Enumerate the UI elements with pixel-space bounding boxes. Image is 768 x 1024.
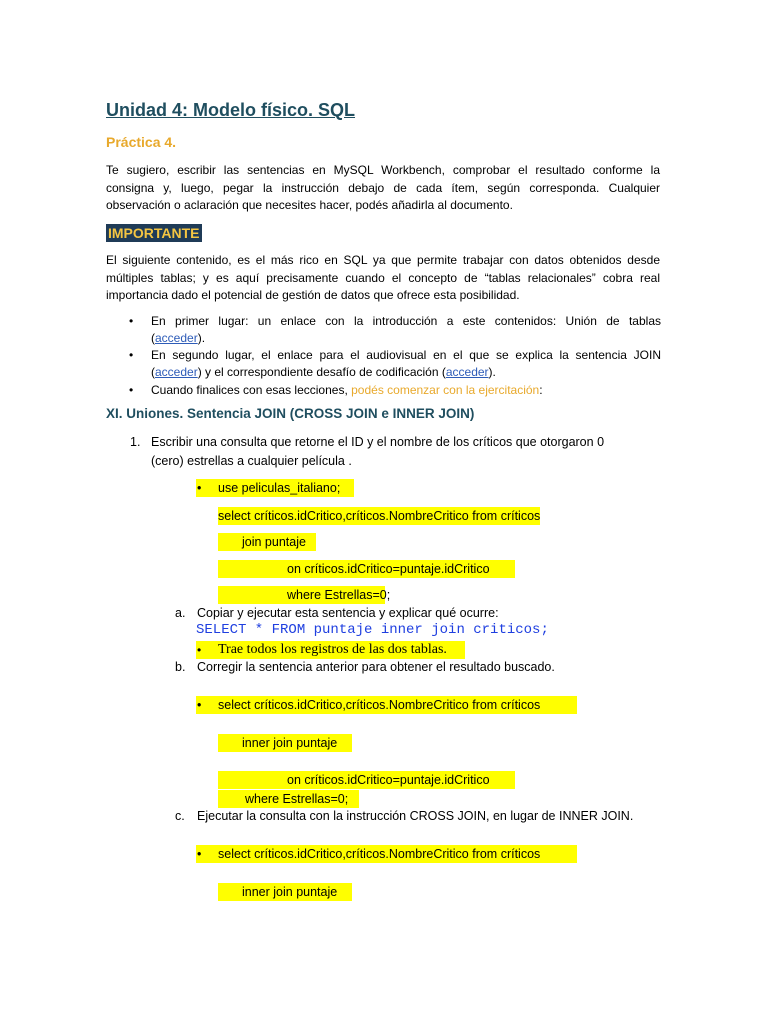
bullet-marker: • [197,847,202,861]
sub-text: Ejecutar la consulta con la instrucción CROSS JOIN, en lugar de INNER JOIN. [197,809,634,823]
bullet-text: : [539,383,543,397]
bullet-marker: • [197,481,202,495]
section-heading: XI. Uniones. Sentencia JOIN (CROSS JOIN e INNER JOIN) [106,406,475,421]
access-link[interactable]: acceder [155,331,198,345]
answer-code: join puntaje [242,535,306,549]
important-label: IMPORTANTE [108,225,200,241]
practice-subtitle: Práctica 4. [106,134,177,150]
bullet-text: En primer lugar: un enlace con la introducción a este contenidos: Unión de tablas [151,314,661,328]
answer-code: where Estrellas=0; [287,588,391,602]
intro-line: Te sugiero, escribir las sentencias en MySQL Workbench, comprobar el resultado conforme la [106,163,660,177]
access-link[interactable]: acceder [155,365,198,379]
answer-code: inner join puntaje [242,885,338,899]
sub-letter: b. [175,660,186,674]
answer-code: on críticos.idCritico=puntaje.idCritico [287,562,490,576]
item-text: Escribir una consulta que retorne el ID y el nombre de los críticos que otorgaron 0 [151,435,605,449]
context-paragraph [106,252,660,305]
intro-line: consigna y, luego, pegar la instrucción debajo de cada ítem, según corresponda. Cualquier [106,180,660,195]
sub-letter: a. [175,606,186,620]
bullet-marker: • [197,698,202,712]
highlighted-answer-line [196,845,577,863]
answer-code: where Estrellas=0; [245,792,349,806]
intro-paragraph [106,162,660,215]
answer-code-line [218,533,316,551]
answer-text: Trae todos los registros de las dos tablas. [218,642,447,657]
highlighted-answer-line [196,479,354,497]
sql-code: SELECT * FROM puntaje inner join criticos; [196,622,549,638]
answer-code-line [218,771,515,789]
highlighted-answer-line [196,696,577,714]
bullet-item-intro [151,313,661,347]
context-line: El siguiente contenido, es el más rico en SQL ya que permite trabajar con datos obtenidos desde [106,253,660,267]
document-title: Unidad 4: Modelo físico. SQL [106,100,356,120]
sub-text: Corregir la sentencia anterior para obtener el resultado buscado. [197,660,555,674]
bullet-item-video [151,347,661,381]
answer-code: select críticos.idCritico,críticos.NombreCritico from críticos [218,509,541,523]
answer-code: select críticos.idCritico,críticos.NombreCritico from críticos [218,847,541,861]
bullet-paren: ( [151,365,155,379]
bullet-item-exercise [151,382,661,399]
answer-code: on críticos.idCritico=puntaje.idCritico [287,773,490,787]
context-line: importancia dado el potencial de gestión de datos que ofrece esta posibilidad. [106,288,520,302]
exercise-highlight: podés comenzar con la ejercitación [351,383,540,397]
answer-code-line [218,560,515,578]
bullet-marker: • [129,383,134,397]
sub-text: Copiar y ejecutar esta sentencia y explicar qué ocurre: [197,606,499,620]
answer-code-line [218,734,352,752]
answer-code-line [218,883,352,901]
answer-code: select críticos.idCritico,críticos.NombreCritico from críticos [218,698,541,712]
item-text: (cero) estrellas a cualquier película . [151,454,352,468]
answer-code-line [218,586,391,604]
bullet-marker: • [197,643,202,657]
item-number: 1. [130,435,141,449]
context-line: múltiples tablas; y es aquí precisamente cuando el concepto de “tablas relacionales” cobra real [106,270,660,285]
bullet-marker: • [129,348,134,362]
answer-code-line [218,790,359,808]
bullet-paren: ). [197,331,206,345]
bullet-text: ) y el correspondiente desafío de codificación ( [197,365,446,379]
highlighted-answer-line [196,641,465,659]
answer-code: use peliculas_italiano; [218,481,341,495]
access-link[interactable]: acceder [445,365,489,379]
answer-code: inner join puntaje [242,736,338,750]
bullet-paren: ( [151,331,155,345]
bullet-paren: ). [488,365,496,379]
bullet-text: En segundo lugar, el enlace para el audiovisual en el que se explica la sentencia JOIN [151,348,661,362]
bullet-marker: • [129,314,134,328]
sub-letter: c. [175,809,185,823]
bullet-text: Cuando finalices con esas lecciones, [151,383,352,397]
intro-line: observación o aclaración que necesites hacer, podés añadirla al documento. [106,198,513,212]
